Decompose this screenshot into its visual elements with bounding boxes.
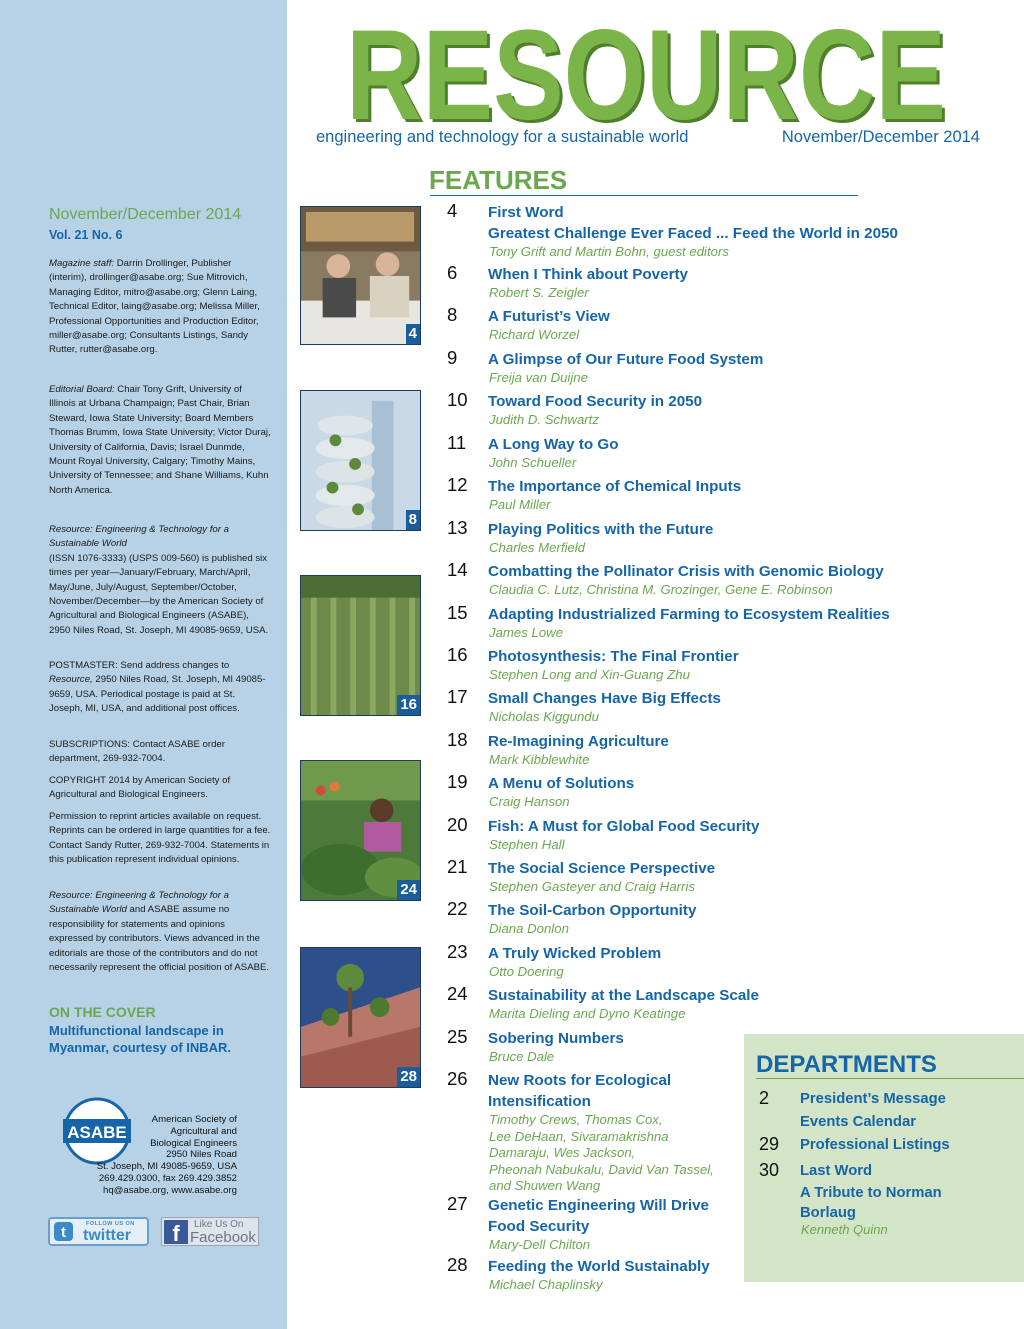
staff-text: Darrin Drollinger, Publisher (interim), drollinger@asabe.org; Sue Mitrovich, Managing Editor, mitro@asabe.org; Glenn Laing, Technical Editor, laing@asabe.org; Melissa Miller, Professional Opportunities and Production Editor, miller@asabe.org; Consultants Listings, Sandy Rutter, rutter@asabe.org. bbox=[49, 258, 260, 356]
feature-page-number: 20 bbox=[447, 814, 468, 835]
feature-title[interactable] bbox=[488, 476, 938, 497]
asabe-address bbox=[70, 1114, 237, 1197]
cover-title: ON THE COVER bbox=[49, 1004, 156, 1020]
feature-authors bbox=[489, 285, 759, 302]
address-line: 2950 Niles Road bbox=[166, 1149, 237, 1161]
department-title-line[interactable]: Professional Listings bbox=[800, 1137, 950, 1153]
feature-page-number: 18 bbox=[447, 729, 468, 750]
pub-name: Resource: Engineering & Technology for a Sustainable World bbox=[49, 524, 229, 550]
feature-title[interactable] bbox=[488, 773, 938, 794]
feature-page-number: 19 bbox=[447, 771, 468, 792]
board-text: Chair Tony Grift, University of Illinois at Urbana Champaign; Past Chair, Brian Steward, Iowa State University; Board Members Thomas Brumm, Iowa State University; Victor Duraj, University of California, Davis; Israel Dunmde, Mount Royal University, Calgary; Timothy Mains, University of Tennessee; and Shane Williams, Kuhn North America. bbox=[49, 384, 271, 496]
feature-page-number: 11 bbox=[447, 432, 467, 453]
feature-author-line: Claudia C. Lutz, Christina M. Grozinger, Gene E. Robinson bbox=[489, 582, 833, 597]
feature-author-line: Paul Miller bbox=[489, 497, 551, 512]
feature-author-line: Stephen Gasteyer and Craig Harris bbox=[489, 879, 695, 894]
feature-title-line[interactable]: New Roots for Ecological bbox=[488, 1072, 672, 1089]
address-line: Biological Engineers bbox=[150, 1137, 237, 1149]
feature-page-number: 13 bbox=[447, 517, 468, 538]
board-label: Editorial Board: bbox=[49, 384, 115, 395]
feature-title-line[interactable]: First Word bbox=[488, 204, 564, 221]
feature-authors bbox=[489, 1006, 759, 1023]
departments-box bbox=[744, 1034, 1024, 1282]
sidebar-issue-date: November/December 2014 bbox=[49, 206, 242, 223]
feature-author-line: Damaraju, Wes Jackson, bbox=[489, 1145, 636, 1160]
feature-authors bbox=[489, 370, 759, 387]
department-author: Kenneth Quinn bbox=[801, 1222, 888, 1237]
feature-authors bbox=[489, 709, 759, 726]
address-line: 269.429.0300, fax 269.429.3852 bbox=[98, 1172, 237, 1184]
two-men-at-table-photo-icon bbox=[301, 207, 420, 344]
features-divider bbox=[430, 195, 858, 196]
svg-text:t: t bbox=[61, 1224, 66, 1241]
feature-page-number: 24 bbox=[447, 983, 468, 1004]
department-title[interactable] bbox=[800, 1089, 946, 1132]
feature-title[interactable] bbox=[488, 306, 938, 327]
department-title-line[interactable]: Last Word bbox=[800, 1163, 873, 1179]
feature-page-number: 21 bbox=[447, 856, 468, 877]
feature-title[interactable] bbox=[488, 688, 938, 709]
feature-author-line: Lee DeHaan, Sivaramakrishna bbox=[489, 1128, 669, 1144]
twitter-follow-button[interactable] bbox=[48, 1217, 149, 1246]
masthead-shadow: RESOURCE bbox=[349, 14, 949, 130]
feature-page-number: 28 bbox=[447, 1254, 468, 1275]
feature-author-line: Freija van Duijne bbox=[489, 370, 588, 385]
twitter-small-label: FOLLOW US ON bbox=[86, 1221, 135, 1227]
thumbnail-page-badge: 4 bbox=[406, 324, 420, 344]
thumbnail-page-badge: 8 bbox=[406, 510, 420, 530]
feature-authors bbox=[489, 1237, 759, 1254]
facebook-small-label: Like Us On bbox=[194, 1219, 244, 1230]
feature-title-line[interactable]: The Importance of Chemical Inputs bbox=[488, 478, 742, 495]
feature-title-line[interactable]: The Social Science Perspective bbox=[488, 860, 716, 877]
feature-authors bbox=[489, 879, 759, 896]
facebook-label: Facebook bbox=[190, 1229, 256, 1246]
address-line: St. Joseph, MI 49085-9659, USA bbox=[96, 1161, 237, 1173]
twitter-bird-icon bbox=[54, 1222, 73, 1241]
feature-title[interactable] bbox=[488, 646, 938, 667]
postmaster-label: POSTMASTER: Send address changes to bbox=[49, 660, 230, 671]
feature-authors bbox=[489, 1049, 759, 1066]
feature-author-line: Charles Merfield bbox=[489, 540, 586, 555]
disclaimer-text: and ASABE assume no responsibility for statements and opinions expressed by contributors. Views advanced in the editorials are those of the contributors and do not necessarily represent the official position of ASABE. bbox=[49, 904, 270, 974]
publication-block bbox=[49, 523, 271, 638]
feature-page-number: 25 bbox=[447, 1026, 468, 1047]
feature-title-line[interactable]: Sobering Numbers bbox=[488, 1030, 624, 1047]
sidebar bbox=[0, 0, 287, 1329]
feature-page-number: 15 bbox=[447, 602, 468, 623]
staff-block bbox=[49, 257, 271, 358]
feature-title[interactable] bbox=[488, 391, 938, 412]
cover-text: Multifunctional landscape in Myanmar, courtesy of INBAR. bbox=[49, 1023, 232, 1055]
feature-title-line[interactable]: Toward Food Security in 2050 bbox=[488, 393, 703, 410]
feature-author-line: Diana Donlon bbox=[489, 921, 569, 936]
feature-page-number: 4 bbox=[447, 200, 458, 221]
feature-authors bbox=[489, 1277, 759, 1294]
sidebar-volume: Vol. 21 No. 6 bbox=[49, 228, 123, 242]
feature-title[interactable] bbox=[488, 349, 938, 370]
feature-title[interactable] bbox=[488, 434, 938, 455]
address-line: American Society of bbox=[151, 1114, 237, 1125]
feature-authors bbox=[489, 752, 759, 769]
asabe-logo-text: ASABE bbox=[67, 1123, 127, 1142]
thumbnail-page-4[interactable] bbox=[300, 206, 421, 345]
feature-title[interactable] bbox=[488, 264, 938, 285]
feature-author-line: Mark Kibblewhite bbox=[489, 752, 590, 767]
facebook-like-button[interactable] bbox=[161, 1217, 259, 1246]
feature-title-line[interactable]: A Futurist’s View bbox=[488, 308, 610, 325]
feature-title-line[interactable]: Intensification bbox=[488, 1093, 591, 1110]
feature-page-number: 23 bbox=[447, 941, 468, 962]
feature-title[interactable] bbox=[488, 985, 938, 1006]
department-title-line[interactable]: A Tribute to Norman bbox=[800, 1185, 942, 1201]
editorial-board-block bbox=[49, 383, 271, 498]
feature-author-line: Tony Grift and Martin Bohn, guest editors bbox=[489, 244, 729, 259]
copyright-text: COPYRIGHT 2014 by American Society of Agricultural and Biological Engineers. bbox=[49, 775, 231, 801]
vertical-farm-tower-photo-icon bbox=[301, 391, 420, 530]
department-title[interactable] bbox=[800, 1161, 942, 1223]
feature-title[interactable] bbox=[488, 519, 938, 540]
feature-authors bbox=[489, 921, 759, 938]
feature-author-line: Marita Dieling and Dyno Keatinge bbox=[489, 1006, 686, 1021]
twitter-label: twitter bbox=[83, 1227, 131, 1244]
feature-title[interactable] bbox=[488, 731, 938, 752]
feature-title-line[interactable]: Re-Imagining Agriculture bbox=[488, 733, 669, 750]
thumbnail-page-badge: 16 bbox=[397, 695, 420, 715]
feature-title[interactable] bbox=[488, 202, 938, 244]
feature-authors bbox=[489, 794, 759, 811]
feature-title-line[interactable]: A Long Way to Go bbox=[488, 436, 619, 453]
department-page-number: 30 bbox=[759, 1160, 780, 1180]
feature-title-line[interactable]: A Glimpse of Our Future Food System bbox=[488, 351, 764, 368]
feature-authors bbox=[489, 327, 759, 344]
postmaster-italic: Resource, bbox=[49, 674, 93, 686]
address-line: Agricultural and bbox=[170, 1125, 237, 1137]
feature-title[interactable] bbox=[488, 943, 938, 964]
feature-author-line: Craig Hanson bbox=[489, 794, 570, 809]
feature-title-line[interactable]: Combatting the Pollinator Crisis with Genomic Biology bbox=[488, 563, 884, 580]
feature-author-line: Stephen Hall bbox=[489, 837, 565, 852]
facebook-f-icon: f bbox=[164, 1220, 188, 1244]
feature-author-line: and Shuwen Wang bbox=[489, 1178, 601, 1193]
feature-page-number: 14 bbox=[447, 559, 468, 580]
address-line: hq@asabe.org, www.asabe.org bbox=[102, 1184, 237, 1196]
feature-title-line[interactable]: Fish: A Must for Global Food Security bbox=[488, 818, 760, 835]
feature-author-line: James Lowe bbox=[489, 625, 564, 640]
feature-authors bbox=[489, 667, 759, 684]
feature-title-line[interactable]: Photosynthesis: The Final Frontier bbox=[488, 648, 739, 665]
thumbnail-page-badge: 24 bbox=[397, 880, 420, 900]
feature-title-line[interactable]: Adapting Industrialized Farming to Ecosystem Realities bbox=[488, 606, 890, 623]
copyright-block bbox=[49, 774, 271, 803]
feature-page-number: 16 bbox=[447, 644, 468, 665]
feature-author-line: Mary-Dell Chilton bbox=[489, 1237, 591, 1252]
subscriptions-block bbox=[49, 738, 271, 767]
feature-title-line[interactable]: The Soil-Carbon Opportunity bbox=[488, 902, 697, 919]
department-title-line[interactable]: President’s Message bbox=[800, 1091, 946, 1107]
thumbnail-page-24[interactable] bbox=[300, 760, 421, 901]
feature-title-line[interactable]: Food Security bbox=[488, 1218, 590, 1235]
feature-title[interactable] bbox=[488, 900, 938, 921]
thumbnail-page-28[interactable] bbox=[300, 947, 421, 1088]
feature-page-number: 9 bbox=[447, 347, 458, 368]
staff-label: Magazine staff: bbox=[49, 258, 115, 269]
pub-text: (ISSN 1076-3333) (USPS 009-560) is published six times per year—January/February, March/April, May/June, July/August, September/October, November/December—by the American Society of Agricultural and Biological Engineers (ASABE), 2950 Niles Road, St. Joseph, MI 49085-9659, USA. bbox=[49, 552, 269, 636]
feature-authors bbox=[489, 964, 759, 981]
feature-author-line: Robert S. Zeigler bbox=[489, 285, 589, 300]
feature-author-line: Stephen Long and Xin-Guang Zhu bbox=[489, 667, 690, 682]
thumbnail-page-16[interactable] bbox=[300, 575, 421, 716]
postmaster-block bbox=[49, 659, 271, 717]
feature-title-line[interactable]: Playing Politics with the Future bbox=[488, 521, 714, 538]
feature-authors bbox=[489, 837, 759, 854]
feature-author-line: Judith D. Schwartz bbox=[489, 412, 599, 427]
postmaster-text: 2950 Niles Road, St. Joseph, MI 49085-9659, USA. Periodical postage is paid at St. Joseph, MI, USA, and additional post offices. bbox=[49, 674, 266, 715]
feature-page-number: 27 bbox=[447, 1193, 468, 1214]
department-title-line[interactable]: Events Calendar bbox=[800, 1114, 916, 1130]
feature-author-line: Timothy Crews, Thomas Cox, bbox=[489, 1112, 663, 1127]
feature-title-line[interactable]: Small Changes Have Big Effects bbox=[488, 690, 721, 707]
department-title[interactable] bbox=[800, 1135, 950, 1155]
feature-authors bbox=[489, 1112, 759, 1195]
feature-page-number: 22 bbox=[447, 898, 468, 919]
features-heading: FEATURES bbox=[429, 165, 568, 195]
masthead-title: RESOURCE bbox=[346, 14, 946, 130]
feature-page-number: 10 bbox=[447, 389, 468, 410]
disclaimer-block bbox=[49, 889, 271, 975]
departments-heading: DEPARTMENTS bbox=[756, 1051, 937, 1078]
permission-block bbox=[49, 810, 271, 868]
feature-title[interactable] bbox=[488, 604, 938, 625]
feature-title-line[interactable]: A Truly Wicked Problem bbox=[488, 945, 662, 962]
feature-title-line[interactable]: When I Think about Poverty bbox=[488, 266, 688, 283]
subscriptions-text: SUBSCRIPTIONS: Contact ASABE order department, 269-932-7004. bbox=[49, 739, 225, 765]
feature-page-number: 26 bbox=[447, 1068, 468, 1089]
masthead-date: November/December 2014 bbox=[781, 128, 980, 146]
feature-authors bbox=[489, 497, 759, 514]
feature-author-line: Bruce Dale bbox=[489, 1049, 555, 1064]
feature-author-line: Richard Worzel bbox=[489, 327, 580, 342]
feature-author-line: John Schueller bbox=[489, 455, 577, 470]
masthead-logo bbox=[343, 14, 955, 130]
department-page-number: 2 bbox=[759, 1088, 770, 1108]
feature-authors bbox=[489, 244, 759, 261]
thumbnail-page-badge: 28 bbox=[397, 1067, 420, 1087]
feature-authors bbox=[489, 412, 759, 429]
feature-title-line[interactable]: Greatest Challenge Ever Faced ... Feed the World in 2050 bbox=[488, 225, 898, 242]
feature-page-number: 6 bbox=[447, 262, 458, 283]
feature-author-line: Otto Doering bbox=[489, 964, 564, 979]
feature-title[interactable] bbox=[488, 858, 938, 879]
masthead-tagline: engineering and technology for a sustainable world bbox=[316, 128, 689, 146]
feature-title[interactable] bbox=[488, 561, 938, 582]
feature-author-line: Pheonah Nabukalu, David Van Tassel, bbox=[489, 1161, 714, 1177]
disclaimer-italic: Resource: Engineering & Technology for a Sustainable World bbox=[49, 890, 229, 916]
permission-text: Permission to reprint articles available on request. Reprints can be ordered in large quantities for a fee. Contact Sandy Rutter, 269-932-7004. Statements in this publication represent individual opinions. bbox=[49, 811, 271, 866]
departments-divider bbox=[756, 1078, 1024, 1079]
feature-title[interactable] bbox=[488, 816, 938, 837]
feature-authors bbox=[489, 455, 759, 472]
feature-page-number: 17 bbox=[447, 686, 468, 707]
feature-title-line[interactable]: A Menu of Solutions bbox=[488, 775, 635, 792]
feature-title-line[interactable]: Genetic Engineering Will Drive bbox=[488, 1197, 709, 1214]
feature-title-line[interactable]: Sustainability at the Landscape Scale bbox=[488, 987, 759, 1004]
feature-title-line[interactable]: Feeding the World Sustainably bbox=[488, 1258, 710, 1275]
feature-authors bbox=[489, 540, 759, 557]
feature-authors bbox=[489, 625, 759, 642]
feature-page-number: 12 bbox=[447, 474, 468, 495]
thumbnail-page-8[interactable] bbox=[300, 390, 421, 531]
department-page-number: 29 bbox=[759, 1134, 780, 1154]
feature-author-line: Nicholas Kiggundu bbox=[489, 709, 599, 724]
feature-authors bbox=[489, 582, 833, 599]
department-title-line[interactable]: Borlaug bbox=[800, 1205, 856, 1221]
feature-page-number: 8 bbox=[447, 304, 458, 325]
feature-author-line: Michael Chaplinsky bbox=[489, 1277, 603, 1292]
